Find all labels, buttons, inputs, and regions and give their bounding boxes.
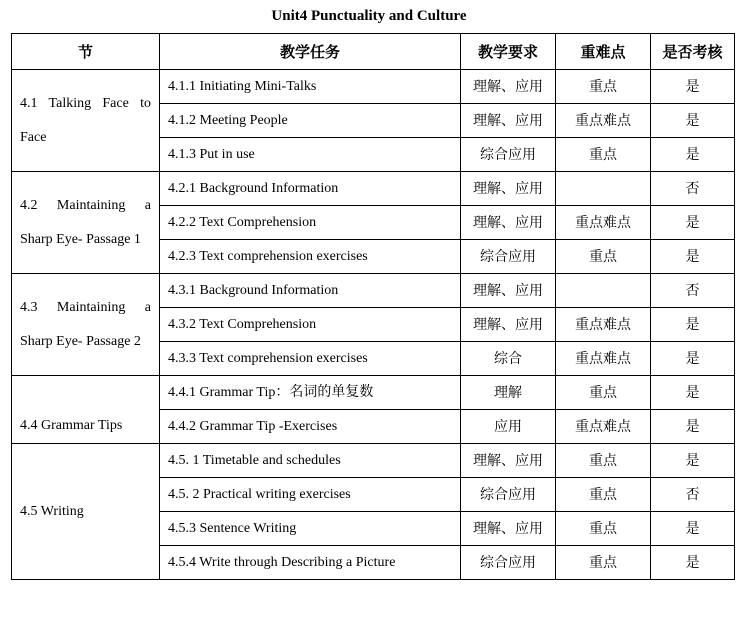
assessed-cell: 是: [651, 70, 735, 104]
section-cell: [12, 376, 160, 444]
difficulty-cell: 重点: [556, 70, 651, 104]
difficulty-cell: 重点: [556, 512, 651, 546]
assessed-cell: 是: [651, 546, 735, 580]
task-cell: 4.1.3 Put in use: [160, 138, 461, 172]
difficulty-cell: [556, 274, 651, 308]
task-cell: 4.5. 1 Timetable and schedules: [160, 444, 461, 478]
difficulty-cell: [556, 172, 651, 206]
task-cell: 4.2.3 Text comprehension exercises: [160, 240, 461, 274]
task-cell: 4.2.1 Background Information: [160, 172, 461, 206]
requirement-cell: 理解、应用: [461, 274, 556, 308]
task-cell: 4.4.1 Grammar Tip：名词的单复数: [160, 376, 461, 410]
header-difficulty: 重难点: [556, 34, 651, 70]
assessed-cell: 否: [651, 478, 735, 512]
task-cell: 4.3.2 Text Comprehension: [160, 308, 461, 342]
task-cell: 4.3.3 Text comprehension exercises: [160, 342, 461, 376]
difficulty-cell: 重点: [556, 138, 651, 172]
assessed-cell: 是: [651, 512, 735, 546]
requirement-cell: 综合应用: [461, 546, 556, 580]
assessed-cell: 否: [651, 172, 735, 206]
section-cell: 4.2 Maintaining a Sharp Eye- Passage 1: [12, 172, 160, 274]
difficulty-cell: 重点: [556, 546, 651, 580]
difficulty-cell: 重点难点: [556, 308, 651, 342]
curriculum-table: [11, 33, 735, 580]
assessed-cell: 是: [651, 376, 735, 410]
task-cell: 4.5.4 Write through Describing a Picture: [160, 546, 461, 580]
task-cell: 4.1.2 Meeting People: [160, 104, 461, 138]
requirement-cell: 理解、应用: [461, 172, 556, 206]
requirement-cell: 综合应用: [461, 240, 556, 274]
header-task: 教学任务: [160, 34, 461, 70]
assessed-cell: 是: [651, 308, 735, 342]
difficulty-cell: 重点难点: [556, 104, 651, 138]
assessed-cell: 是: [651, 240, 735, 274]
assessed-cell: 是: [651, 138, 735, 172]
difficulty-cell: 重点: [556, 478, 651, 512]
header-section: 节: [12, 34, 160, 70]
difficulty-cell: 重点: [556, 376, 651, 410]
assessed-cell: 是: [651, 206, 735, 240]
requirement-cell: 综合应用: [461, 138, 556, 172]
document-title: Unit4 Punctuality and Culture: [271, 8, 467, 24]
assessed-cell: 是: [651, 342, 735, 376]
requirement-cell: 应用: [461, 410, 556, 444]
table-row: [12, 172, 735, 206]
assessed-cell: 是: [651, 410, 735, 444]
section-cell: 4.3 Maintaining a Sharp Eye- Passage 2: [12, 274, 160, 376]
section-cell: 4.1 Talking Face to Face: [12, 70, 160, 172]
header-requirement: 教学要求: [461, 34, 556, 70]
requirement-cell: 综合: [461, 342, 556, 376]
requirement-cell: 理解、应用: [461, 104, 556, 138]
difficulty-cell: 重点: [556, 444, 651, 478]
table-row: [12, 274, 735, 308]
difficulty-cell: 重点难点: [556, 206, 651, 240]
task-cell: 4.4.2 Grammar Tip -Exercises: [160, 410, 461, 444]
difficulty-cell: 重点难点: [556, 342, 651, 376]
requirement-cell: 理解、应用: [461, 512, 556, 546]
difficulty-cell: 重点: [556, 240, 651, 274]
task-cell: 4.1.1 Initiating Mini-Talks: [160, 70, 461, 104]
requirement-cell: 理解、应用: [461, 70, 556, 104]
table-row: [12, 444, 735, 478]
table-row: [12, 376, 735, 410]
section-cell: 4.5 Writing: [12, 444, 160, 580]
table-row: [12, 70, 735, 104]
task-cell: 4.5.3 Sentence Writing: [160, 512, 461, 546]
requirement-cell: 综合应用: [461, 478, 556, 512]
table-header-row: [12, 34, 735, 70]
task-cell: 4.3.1 Background Information: [160, 274, 461, 308]
requirement-cell: 理解: [461, 376, 556, 410]
assessed-cell: 是: [651, 104, 735, 138]
section-label: 4.4 Grammar Tips: [20, 418, 123, 433]
header-assessed: 是否考核: [651, 34, 735, 70]
requirement-cell: 理解、应用: [461, 206, 556, 240]
task-cell: 4.2.2 Text Comprehension: [160, 206, 461, 240]
assessed-cell: 是: [651, 444, 735, 478]
requirement-cell: 理解、应用: [461, 444, 556, 478]
difficulty-cell: 重点难点: [556, 410, 651, 444]
task-cell: 4.5. 2 Practical writing exercises: [160, 478, 461, 512]
requirement-cell: 理解、应用: [461, 308, 556, 342]
assessed-cell: 否: [651, 274, 735, 308]
